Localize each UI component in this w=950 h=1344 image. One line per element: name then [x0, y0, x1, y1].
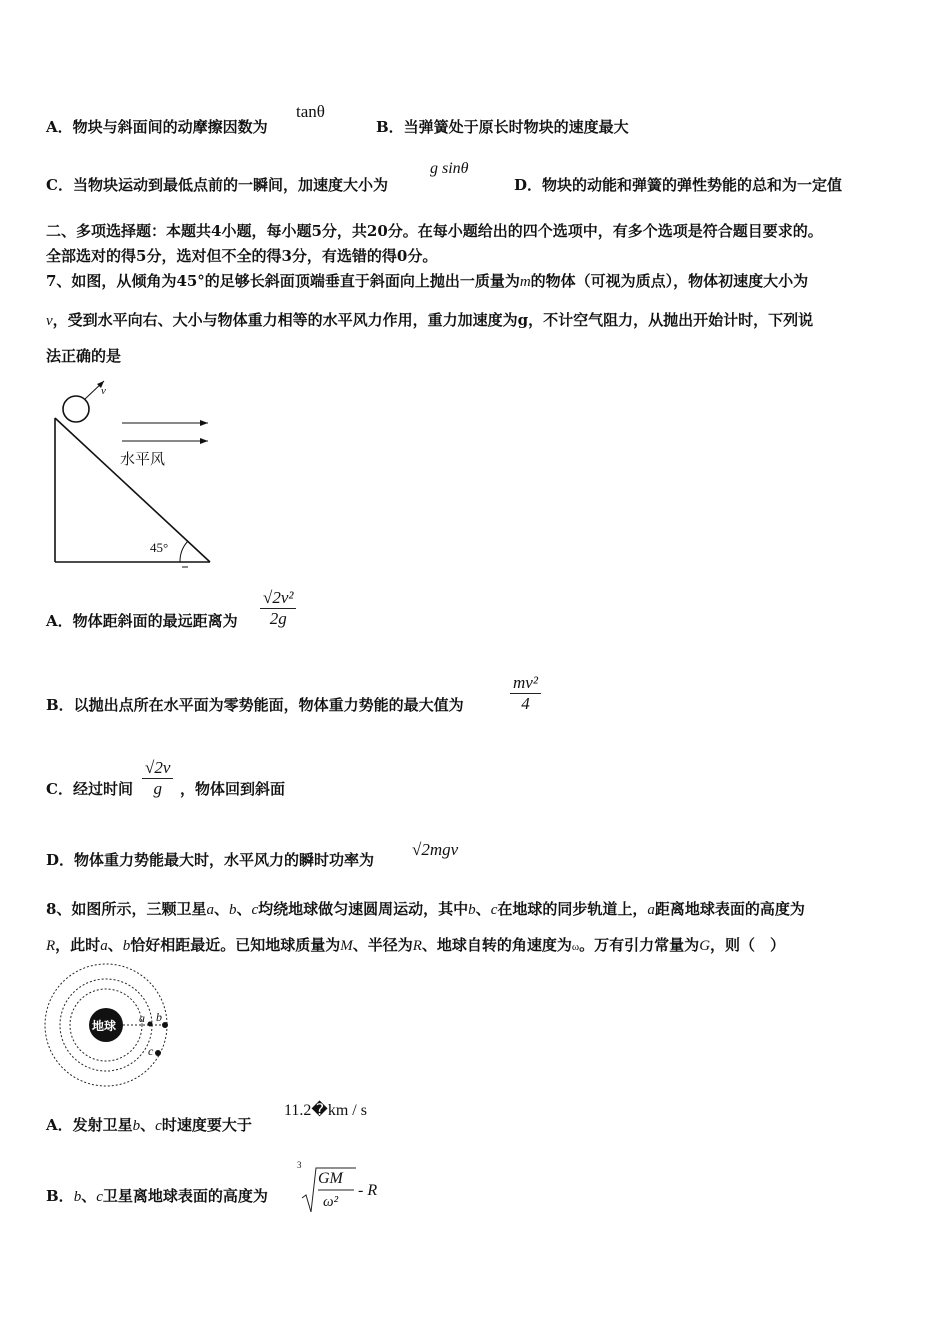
q7-stem-line1: 7、如图，从倾角为45°的足够长斜面顶端垂直于斜面向上抛出一质量为m的物体（可视为质点），物体初速度大小为	[46, 272, 809, 290]
q7-stem-line2: v，受到水平向右、大小与物体重力相等的水平风力作用，重力加速度为g，不计空气阻力，从抛出开始计时，下列说	[46, 311, 814, 329]
q7-option-b-fraction: $\frac{\text{mv²}}{4}$	[510, 673, 541, 714]
velocity-label: v	[101, 385, 106, 397]
q7-incline-figure	[40, 375, 230, 575]
q8-stem-line2: R，此时a、b恰好相距最近。已知地球质量为M、半径为R、地球自转的角速度为ω。万有引力常量为G，则（ ）	[46, 936, 786, 954]
q7-option-a: A．物体距斜面的最远距离为	[46, 612, 238, 630]
q7-option-c-post: ，物体回到斜面	[180, 780, 286, 798]
sat-b-label: b	[156, 1010, 162, 1024]
q6-option-c: C．当物块运动到最低点前的一瞬间，加速度大小为	[46, 176, 388, 194]
q8-option-a-formula: 11.2�km / s	[284, 1102, 367, 1119]
q7-option-c: C．经过时间	[46, 780, 133, 798]
incline-slope-line	[55, 418, 210, 562]
earth-label: 地球	[92, 1019, 117, 1033]
wind-label: 水平风	[120, 450, 166, 468]
q7-option-d-formula: √2mgv	[412, 840, 459, 859]
section2-line2: 全部选对的得5分，选对但不全的得3分，有选错的得0分。	[46, 247, 438, 265]
q6-option-a: A．物块与斜面间的动摩擦因数为	[46, 118, 268, 136]
angle-arc	[180, 541, 188, 562]
satellite-a-icon	[148, 1022, 153, 1027]
satellite-b-icon	[162, 1022, 168, 1028]
q8-option-b-minus: - R	[358, 1182, 378, 1199]
q6-option-a-formula: tanθ	[296, 102, 325, 121]
q6-option-c-formula: g sinθ	[430, 160, 469, 177]
wind-arrow-head-1	[200, 420, 208, 426]
q8-option-b: B．b、c卫星离地球表面的高度为	[46, 1187, 268, 1205]
ball-icon	[63, 396, 89, 422]
wind-arrow-head-2	[200, 438, 208, 444]
q7-option-b: B．以抛出点所在水平面为零势能面，物体重力势能的最大值为	[46, 696, 464, 714]
q8-option-b-root-index: 3	[297, 1160, 302, 1170]
q7-option-c-fraction: $\frac{√2v}{g}$	[142, 758, 173, 799]
q6-option-b: B．当弹簧处于原长时物块的速度最大	[376, 118, 629, 136]
q8-option-b-num: GM	[318, 1170, 343, 1187]
angle-label: 45°	[150, 540, 169, 555]
q8-option-a: A．发射卫星b、c时速度要大于	[46, 1116, 252, 1134]
section2-line1: 二、多项选择题：本题共4小题，每小题5分，共20分。在每小题给出的四个选项中，有多个选项是符合题目要求的。	[46, 222, 823, 240]
q7-option-d: D．物体重力势能最大时，水平风力的瞬时功率为	[46, 851, 375, 869]
sat-c-label: c	[148, 1044, 154, 1058]
satellite-c-icon	[155, 1050, 161, 1056]
q6-option-d: D．物块的动能和弹簧的弹性势能的总和为一定值	[514, 176, 843, 194]
sat-a-label: a	[139, 1011, 145, 1025]
q7-stem-line3: 法正确的是	[46, 347, 122, 365]
q7-option-a-fraction: $\frac{\text{√2v²}}{2g}$	[260, 588, 296, 629]
q8-option-b-den: ω²	[323, 1194, 339, 1210]
q8-stem-line1: 8、如图所示，三颗卫星a、b、c均绕地球做匀速圆周运动，其中b、c在地球的同步轨道上，a距离地球表面的高度为	[46, 900, 805, 918]
